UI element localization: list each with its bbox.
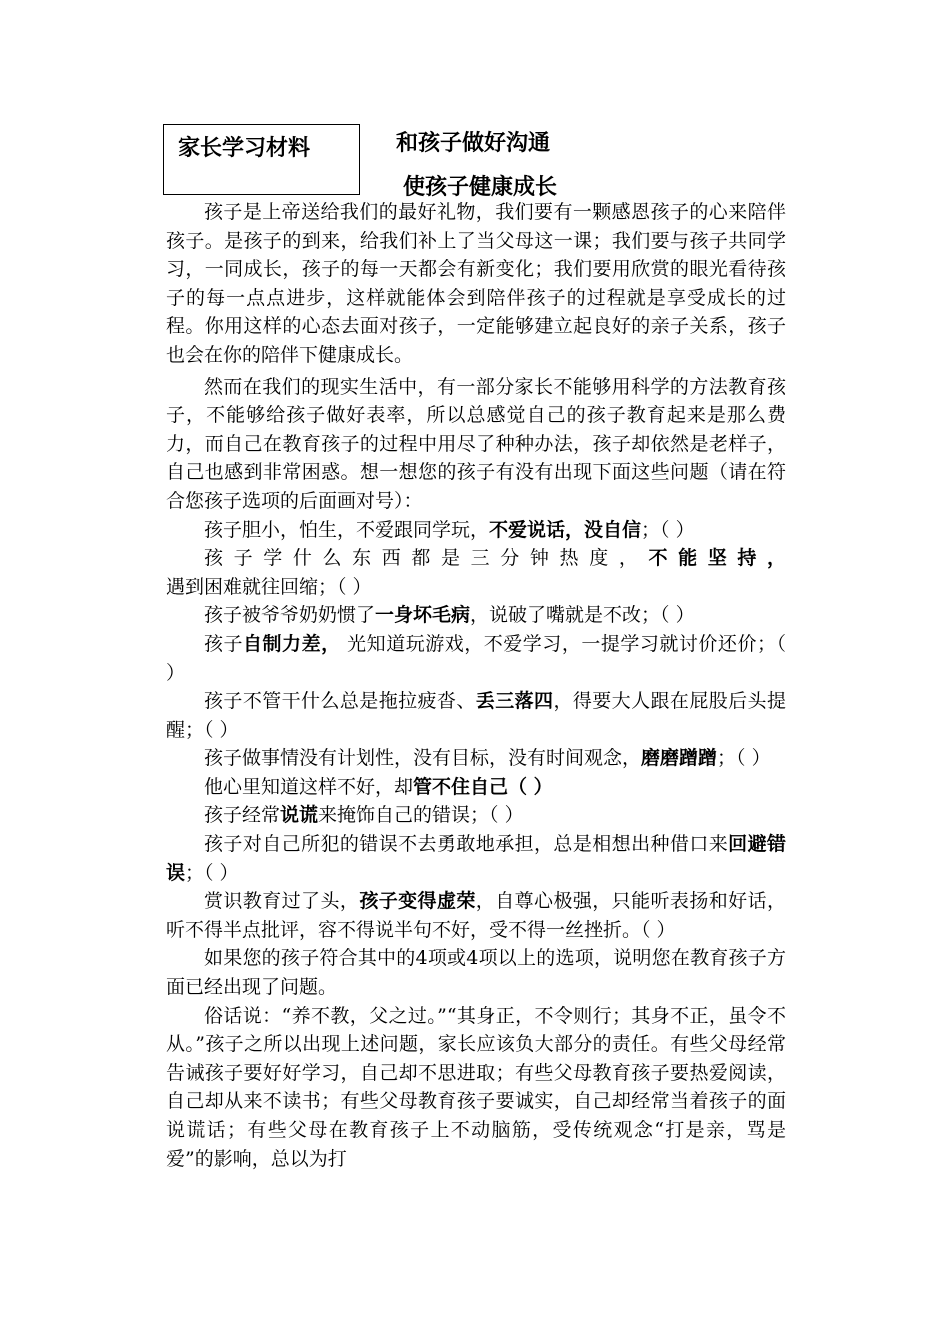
title-line-1: 和孩子做好沟通 (396, 131, 551, 156)
item-emphasis: 磨磨蹭蹭 (641, 747, 718, 770)
item-emphasis: 丢三落四 (475, 690, 554, 713)
item-text: 孩子做事情没有计划性，没有目标，没有时间观念， (204, 747, 642, 770)
item-text: 孩子不管干什么总是拖拉疲沓、 (204, 690, 476, 713)
item-text: ，得要大人跟在屁股后头提醒；（ ） (166, 690, 786, 741)
item-text: 赏识教育过了头， (204, 890, 360, 913)
item-text: ；（ ） (717, 747, 771, 770)
checklist-item-3 (166, 601, 786, 630)
item-text: 孩子对自己所犯的错误不去勇敢地承担，总是相想出种借口来 (204, 833, 729, 856)
item-emphasis: 不能坚持， (648, 547, 786, 570)
item-text: 孩子被爷爷奶奶惯了 (204, 604, 376, 627)
item-emphasis: 自制力差， (243, 632, 341, 655)
item-emphasis: 回避错误 (166, 833, 786, 884)
item-text: 孩子学什么东西都是三分钟热度， (204, 547, 649, 570)
item-text: 他心里知道这样不好，却 (204, 775, 414, 798)
item-text: ，说破了嘴就是不改；（ ） (470, 604, 695, 627)
title-line-2: 使孩子健康成长 (403, 175, 558, 200)
item-emphasis: 孩子变得虚荣 (359, 890, 476, 913)
checklist-item-2 (166, 544, 786, 601)
item-emphasis: 一身坏毛病 (375, 604, 471, 627)
checklist-item-10 (166, 887, 786, 944)
checklist-item-8 (166, 801, 786, 830)
checklist-item-1 (166, 516, 786, 545)
item-emphasis: 管不住自己（ ） (413, 775, 553, 798)
paragraph-intro: 孩子是上帝送给我们的最好礼物，我们要有一颗感恩孩子的心来陪伴孩子。是孩子的到来，给我们补上了当父母这一课；我们要与孩子共同学习，一同成长，孩子的每一天都会有新变化；我们要用欣赏的眼光看待孩子的每一点点进步，这样就能体会到陪伴孩子的过程就是享受成长的过程。你用这样的心态去面对孩子，一定能够建立起良好的亲子关系，孩子也会在你的陪伴下健康成长。 (166, 201, 786, 366)
item-text: 孩子 (204, 632, 244, 655)
material-label-box (163, 124, 360, 195)
checklist-item-7 (166, 773, 786, 802)
item-text: ；（ ） (185, 861, 239, 884)
checklist-item-9 (166, 830, 786, 887)
checklist-item-6 (166, 744, 786, 773)
item-emphasis: 说谎 (280, 804, 319, 827)
paragraph-proverb: 俗话说：“养不教，父之过。”“其身正，不令则行；其身不正，虽令不从。”孩子之所以出现上述问题，家长应该负大部分的责任。有些父母经常告诫孩子要好好学习，自己却不思进取；有些父母教育孩子要热爱阅读，自己却从来不读书；有些父母教育孩子要诚实，自己却经常当着孩子的面说谎话；有些父母在教育孩子上不动脑筋，受传统观念“打是亲，骂是爱”的影响，总以为打 (166, 1004, 786, 1170)
item-text: 遇到困难就往回缩；（ ） (166, 575, 372, 598)
item-text: 来掩饰自己的错误；（ ） (318, 804, 524, 827)
checklist-item-4 (166, 630, 786, 687)
paragraph-conclusion: 如果您的孩子符合其中的4项或4项以上的选项，说明您在教育孩子方面已经出现了问题。 (166, 947, 786, 999)
item-emphasis: 不爱说话，没自信 (489, 518, 642, 541)
material-label: 家长学习材料 (178, 136, 311, 161)
item-text: 孩子胆小，怕生，不爱跟同学玩， (204, 518, 490, 541)
paragraph-reality: 然而在我们的现实生活中，有一部分家长不能够用科学的方法教育孩子，不能够给孩子做好表率，所以总感觉自己的孩子教育起来是那么费力，而自己在教育孩子的过程中用尽了种种办法，孩子却依然是老样子，自己也感到非常困惑。想一想您的孩子有没有出现下面这些问题（请在符合您孩子选项的后面画对号）： (166, 375, 786, 512)
item-text: 孩子经常 (204, 804, 281, 827)
item-text: ；（ ） (641, 518, 695, 541)
item-text: 光知道玩游戏，不爱学习，一提学习就讨价还价；（ ） (166, 632, 786, 684)
article-body (166, 198, 786, 1173)
checklist-item-5 (166, 687, 786, 744)
item-text: ，自尊心极强，只能听表扬和好话，听不得半点批评，容不得说半句不好，受不得一丝挫折。（ ） (166, 890, 786, 941)
